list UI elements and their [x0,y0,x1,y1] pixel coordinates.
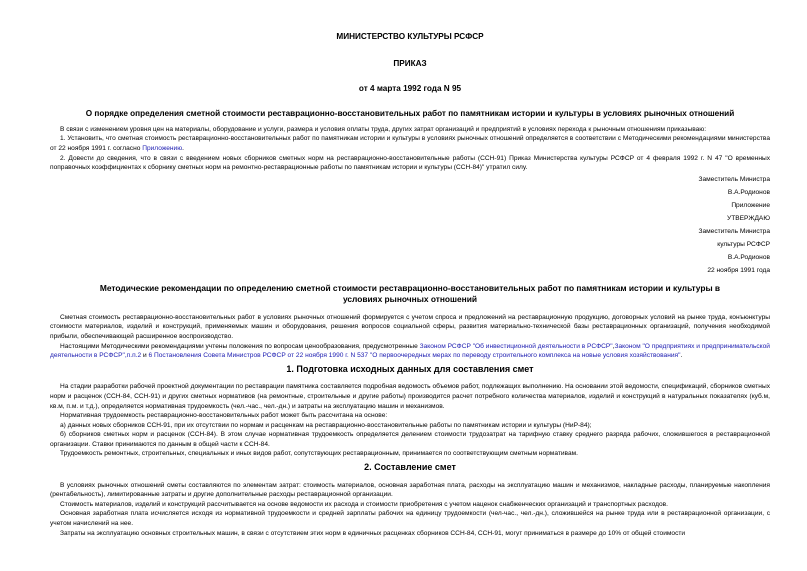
resolution-link[interactable]: 6 Постановления Совета Министров РСФСР от 22 ноября 1990 г. N 537 "О первоочередных мерах по переводу строительного комплекса на новые условия хозяйствования" [148,352,681,360]
signature-line-7: В.А.Родионов [727,253,770,261]
appendix-link[interactable]: Приложению [142,144,183,152]
section-2-paragraph-3: Основная заработная плата исчисляется исходя из нормативной трудоемкости и средней зарплаты рабочих на единицу трудоемкости (чел-час., чел.-дн.), сложившейся на рынке труда или в реставрационной организации, с учетом начислений на нее. [50,510,770,528]
recommendations-p2-and: и [141,352,149,360]
signature-block [50,173,770,277]
section-1-item-a: а) данных новых сборников ССН-91, при их отсутствии по нормам и расценкам на реставрационно-восстановительные работы по памятникам истории и культуры (НиР-84); [60,421,592,429]
recommendations-p2-text: Настоящими Методическими рекомендациями учтены положения по вопросам ценообразования, предусмотренные [60,342,420,350]
section-1-paragraph-2: Нормативная трудоемкость реставрационно-восстановительных работ может быть рассчитана на основе: [60,412,388,420]
law-investment-link[interactable]: Законом РСФСР "Об инвестиционной деятельности в РСФСР" [419,342,613,350]
signature-line-5: Заместитель Министра [698,227,770,235]
order-item-1-text: 1. Установить, что сметная стоимость реставрационно-восстановительных работ по памятникам истории и культуры в условиях рыночных отношений определяется в соответствии с Методическими рекомендациями министерства от 22 ноября 1991 г. согласно [50,135,770,152]
section-2-paragraph-2: Стоимость материалов, изделий и конструкций рассчитывается на основе ведомости их расхода и стоимости приобретения с учетом наценок снабженческих организаций и транспортных расходов. [60,500,668,508]
law-enterprises-link[interactable]: Законом "О предприятиях и предпринимательской деятельности в РСФСР",п.п.2 [50,342,770,360]
signature-line-3: Приложение [731,201,770,209]
section-1-paragraph-1: На стадии разработки рабочей проектной документации по реставрации памятника составляется подробная ведомость объемов работ, подлежащих выполнению. На основании этой ведомости, спецификаций, сборников сметных норм и расценок (ССН-84, ССН-91) и других сметных нормативов (на ремонтные, строительные и другие работы) производится расчет потребного количества материалов, изделий и конструкций в натуральных показателях (куб.м, кв.м, п.м. и т.д.), определяется нормативная трудоемкость (чел.-час., чел.-дн.) и затраты на эксплуатацию машин и механизмов. [50,383,770,410]
signature-line-4: УТВЕРЖДАЮ [727,214,770,222]
recommendations-title: Методические рекомендации по определению сметной стоимости реставрационно-восстановительных работ по памятникам истории и культуры в условиях рыночных отношений [99,282,721,304]
section-1-item-b: б) сборников сметных норм и расценок (ССН-84). В этом случае нормативная трудоемкость определяется делением стоимости трудозатрат на тарифную ставку среднего разряда рабочих, сложившегося в реставрационной организации. Ставки принимаются по данным в общей части к ССН-84. [50,431,770,448]
recommendations-paragraph-1: Сметная стоимость реставрационно-восстановительных работ в условиях рыночных отношений формируется с учетом спроса и предложений на реставрационную продукцию, договорных условий на рынке труда, конъюнктуры стоимости материалов, изделий и конструкций, применяемых машин и оборудования, решения вопросов социальной сферы, развития материально-технической базы реставрационных организаций, получения необходимой прибыли, обеспечивающей расширенное воспроизводство. [50,313,770,340]
recommendations-p2-end: . [680,352,683,360]
order-item-1 [50,134,770,153]
signature-line-8: 22 ноября 1991 года [707,266,770,274]
recommendations-paragraph-2 [50,342,770,361]
document-title: О порядке определения сметной стоимости реставрационно-восстановительных работ по памятникам истории и культуры в условиях рыночных отношений [85,108,735,118]
order-body [50,125,770,173]
document-date: от 4 марта 1992 года N 95 [358,84,462,94]
recommendations-p2-sep: , [612,342,615,350]
section-1-paragraph-5: Трудоемкость ремонтных, строительных, специальных и иных видов работ, сопутствующих реставрационным, принимается по соответствующим сметным нормативам. [60,450,578,458]
section-2-paragraph-4: Затраты на эксплуатацию основных строительных машин, в связи с отсутствием этих норм в единичных расценках сборников ССН-84, ССН-91, могут приниматься в размере до 10% от общей стоимости [60,529,686,537]
signature-line-1: Заместитель Министра [698,175,770,183]
section-2-title: 2. Составление смет [364,462,456,473]
signature-line-6: культуры РСФСР [717,240,770,248]
order-item-2: 2. Довести до сведения, что в связи с введением новых сборников сметных норм на реставрационно-восстановительные работы (ССН-91) Приказ Министерства культуры РСФСР от 4 февраля 1992 г. N 47 "О временных поправочных коэффициентах к сборнику сметных норм на ремонтно-реставрационные работы по памятникам истории и культуры (ССН-84)" утратил силу. [50,154,770,172]
ministry-name: МИНИСТЕРСТВО КУЛЬТУРЫ РСФСР [336,32,484,41]
order-item-1-end: . [182,144,185,152]
section-1-title: 1. Подготовка исходных данных для составления смет [286,363,534,374]
signature-line-2: В.А.Родионов [727,188,770,196]
section-2-paragraph-1: В условиях рыночных отношений сметы составляются по элементам затрат: стоимость материалов, основная заработная плата, расходы на эксплуатацию машин и механизмов, накладные расходы, планируемые накопления (рентабельность), лимитированные затраты и другие дополнительные расходы реставрационной организации. [50,481,770,499]
document-kind: ПРИКАЗ [393,58,427,68]
order-intro: В связи с изменением уровня цен на материалы, оборудование и услуги, размера и условия оплаты труда, других затрат организаций и предприятий в условиях перехода к рыночным отношениям приказываю: [60,125,707,133]
